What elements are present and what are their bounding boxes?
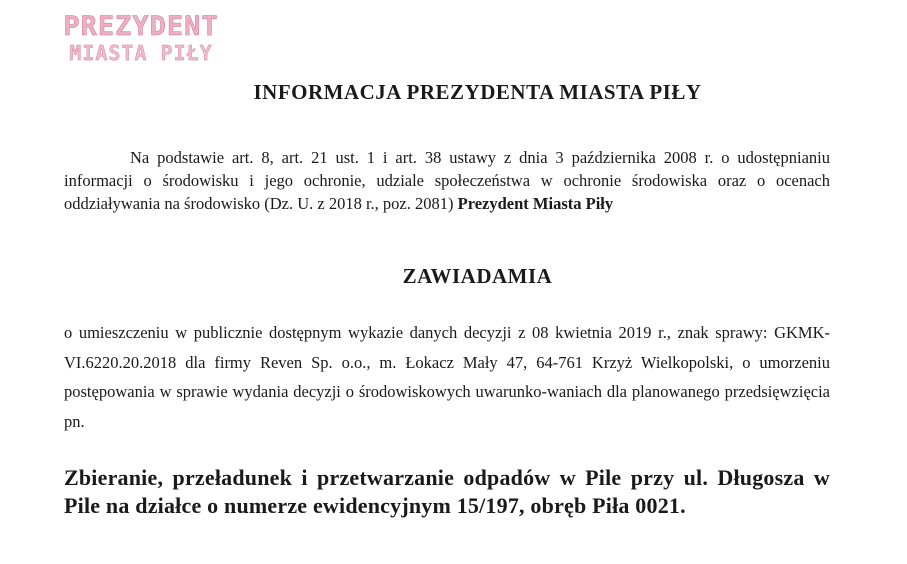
intro-issuer: Prezydent Miasta Piły <box>457 194 614 213</box>
document-title: INFORMACJA PREZYDENTA MIASTA PIŁY <box>253 80 702 104</box>
project-subject: Zbieranie, przeładunek i przetwarzanie odpadów w Pile przy ul. Długosza w Pile na działce o numerze ewidencyjnym 15/197, obręb Piła 0021. <box>64 465 830 518</box>
stamp-line-1: PREZYDENT <box>63 11 219 42</box>
intro-paragraph <box>64 146 830 215</box>
notice-body: o umieszczeniu w publicznie dostępnym wykazie danych decyzji z 08 kwietnia 2019 r., znak sprawy: GKMK-VI.6220.20.2018 dla firmy Reven Sp. o.o., m. Łokacz Mały 47, 64-761 Krzyż Wielkopolski, o umorzeniu postępowania w sprawie wydania decyzji o środowiskowych uwarunko-waniach dla planowanego przedsięwzięcia pn. <box>64 323 830 431</box>
notice-heading: ZAWIADAMIA <box>402 264 553 288</box>
intro-text: Na podstawie art. 8, art. 21 ust. 1 i art. 38 ustawy z dnia 3 października 2008 r. o udostępnianiu informacji o środowisku i jego ochronie, udziale społeczeństwa w ochronie środowiska oraz o ocenach oddziaływania na środowisko (Dz. U. z 2018 r., poz. 2081) <box>64 148 830 213</box>
official-stamp <box>46 11 236 66</box>
stamp-line-2: MIASTA PIŁY <box>69 41 213 65</box>
